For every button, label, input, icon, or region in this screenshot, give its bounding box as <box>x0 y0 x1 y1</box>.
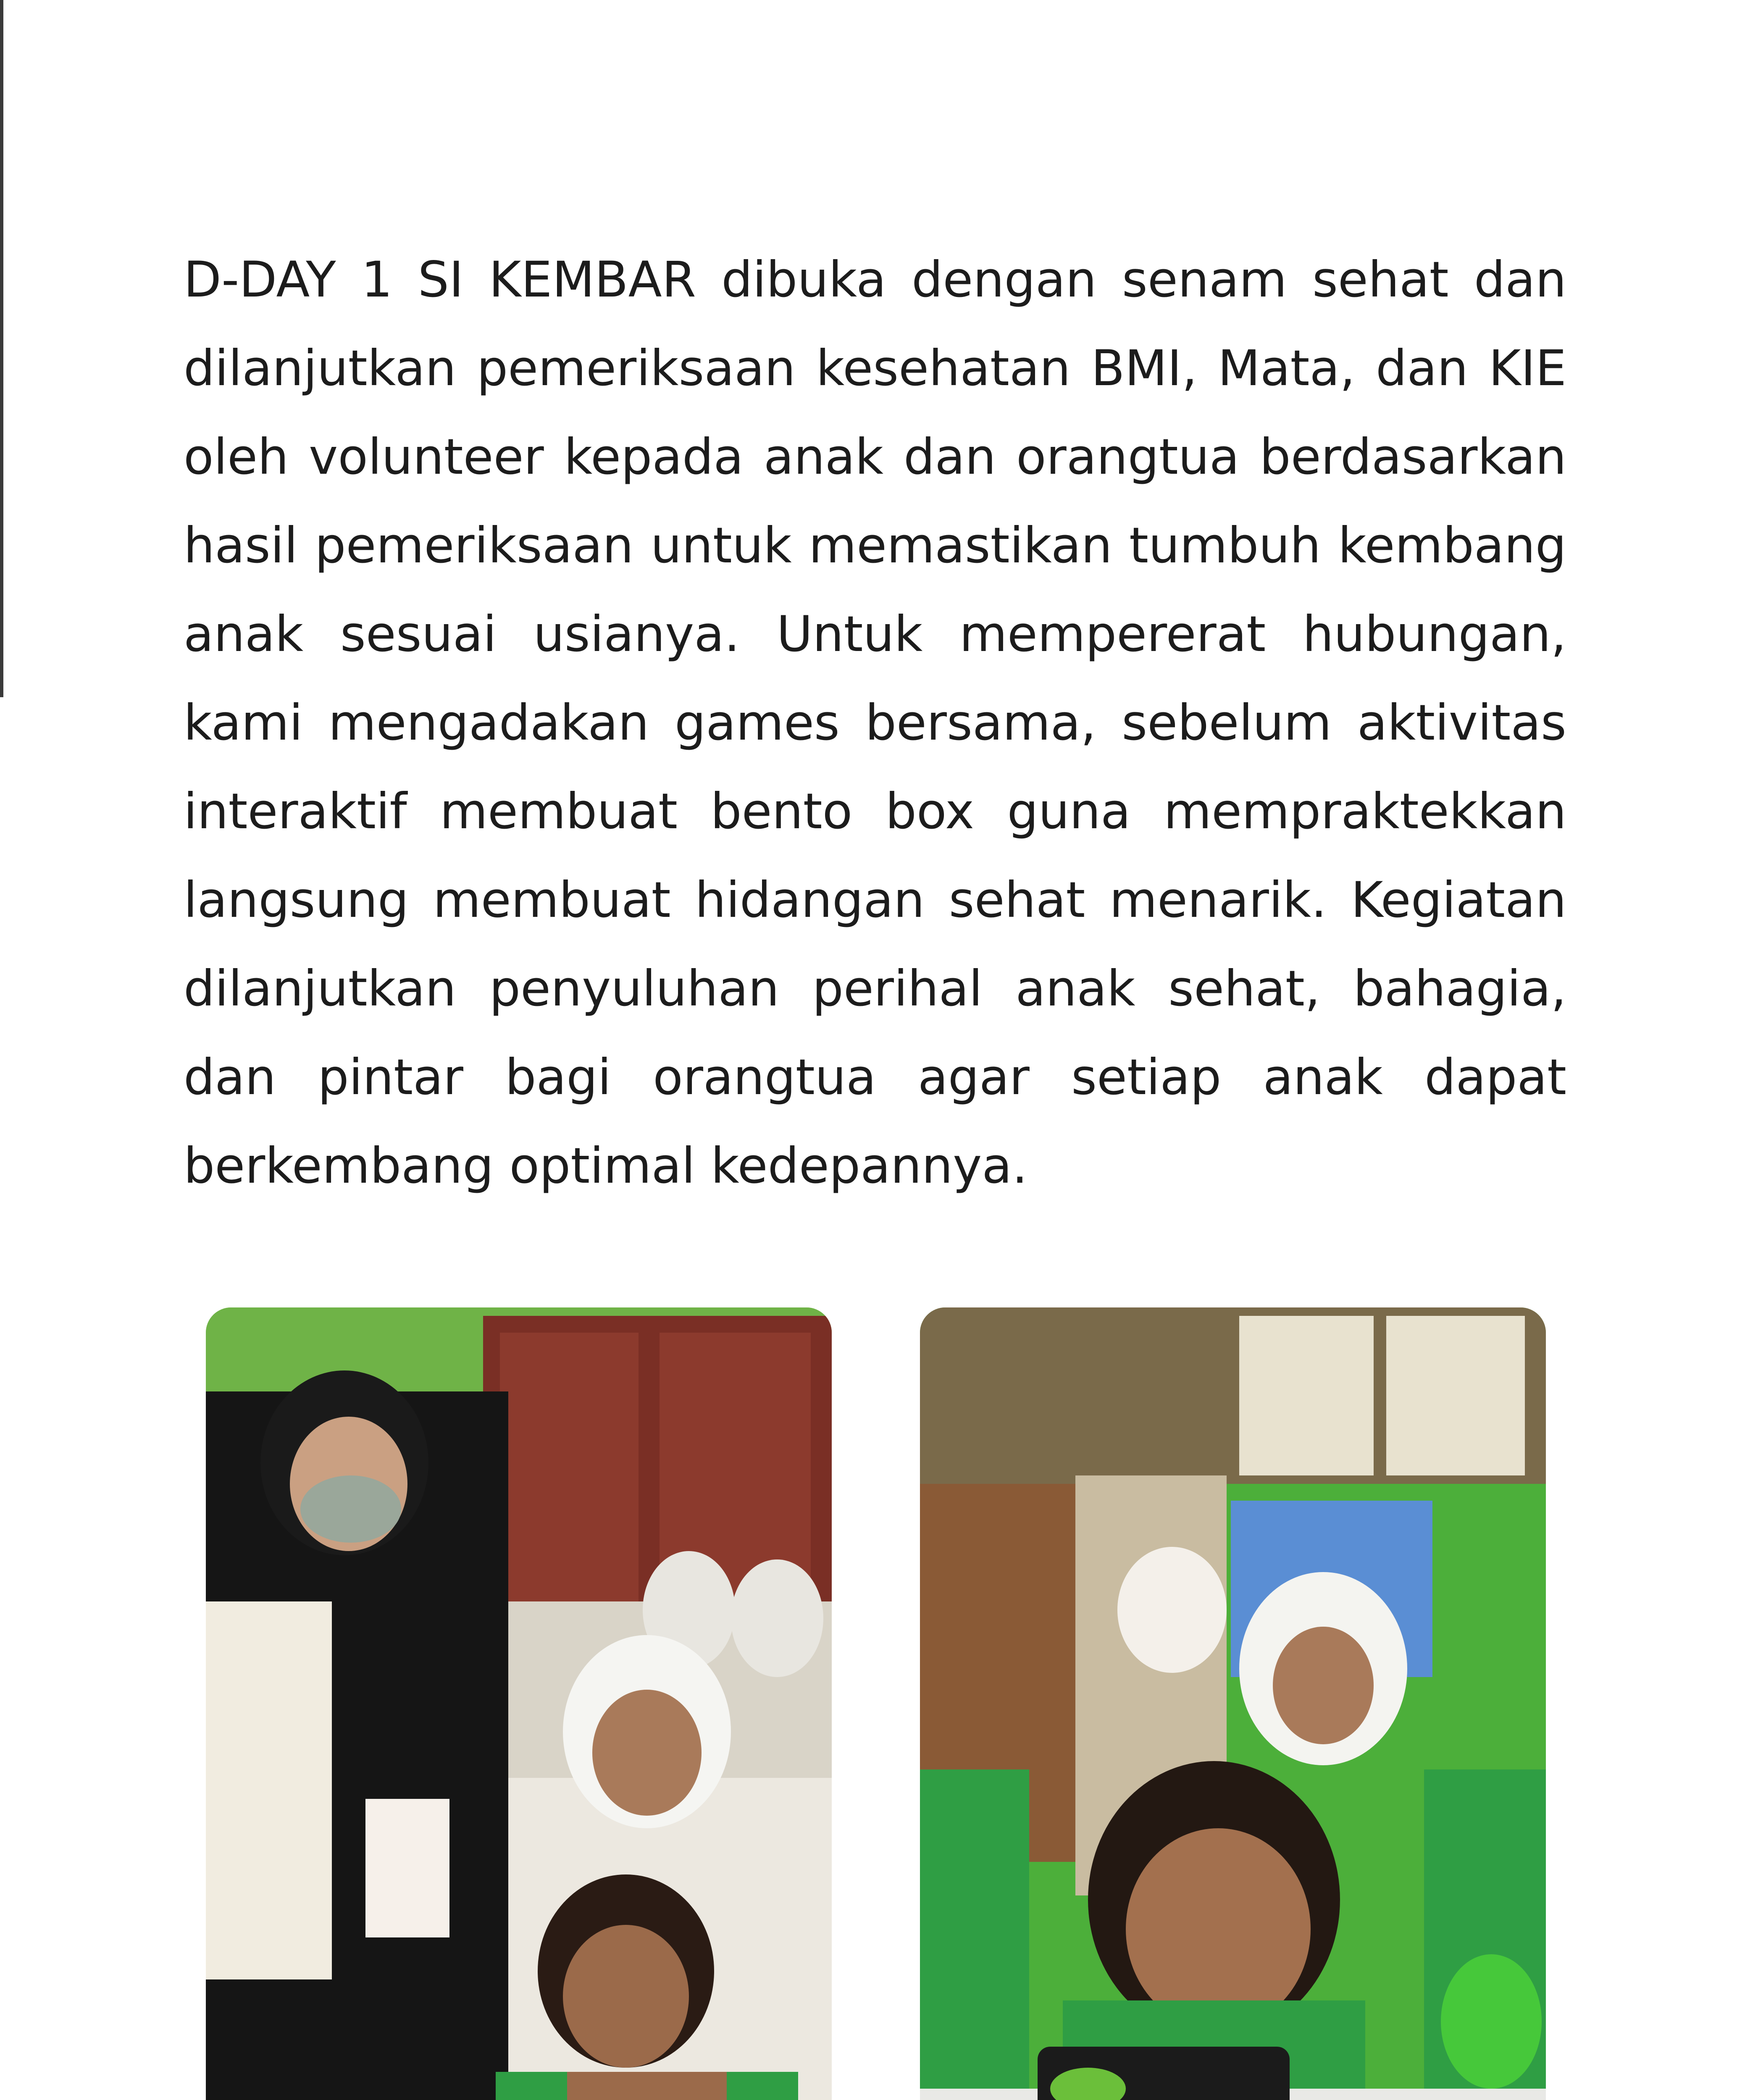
body-paragraph: D-DAY 1 SI KEMBAR dibuka dengan senam sehat dan dilanjutkan pemeriksaan kesehatan BMI, Mata, dan KIE oleh volunteer kepada anak dan orangtua berdasarkan hasil pemeriksaan untuk memastikan tumbuh kembang anak sesuai usianya. Untuk mempererat hubungan, kami mengadakan games bersama, sebelum aktivitas interaktif membuat bento box guna mempraktekkan langsung membuat hidangan sehat menarik. Kegiatan dilanjutkan penyuluhan perihal anak sehat, bahagia, dan pintar bagi orangtua agar setiap anak dapat berkembang optimal kedepannya. <box>184 251 1566 1194</box>
photo-students-with-bento-box <box>920 1307 1546 2100</box>
photo-volunteer-and-student <box>206 1307 832 2100</box>
page-edge-rule <box>0 0 3 697</box>
